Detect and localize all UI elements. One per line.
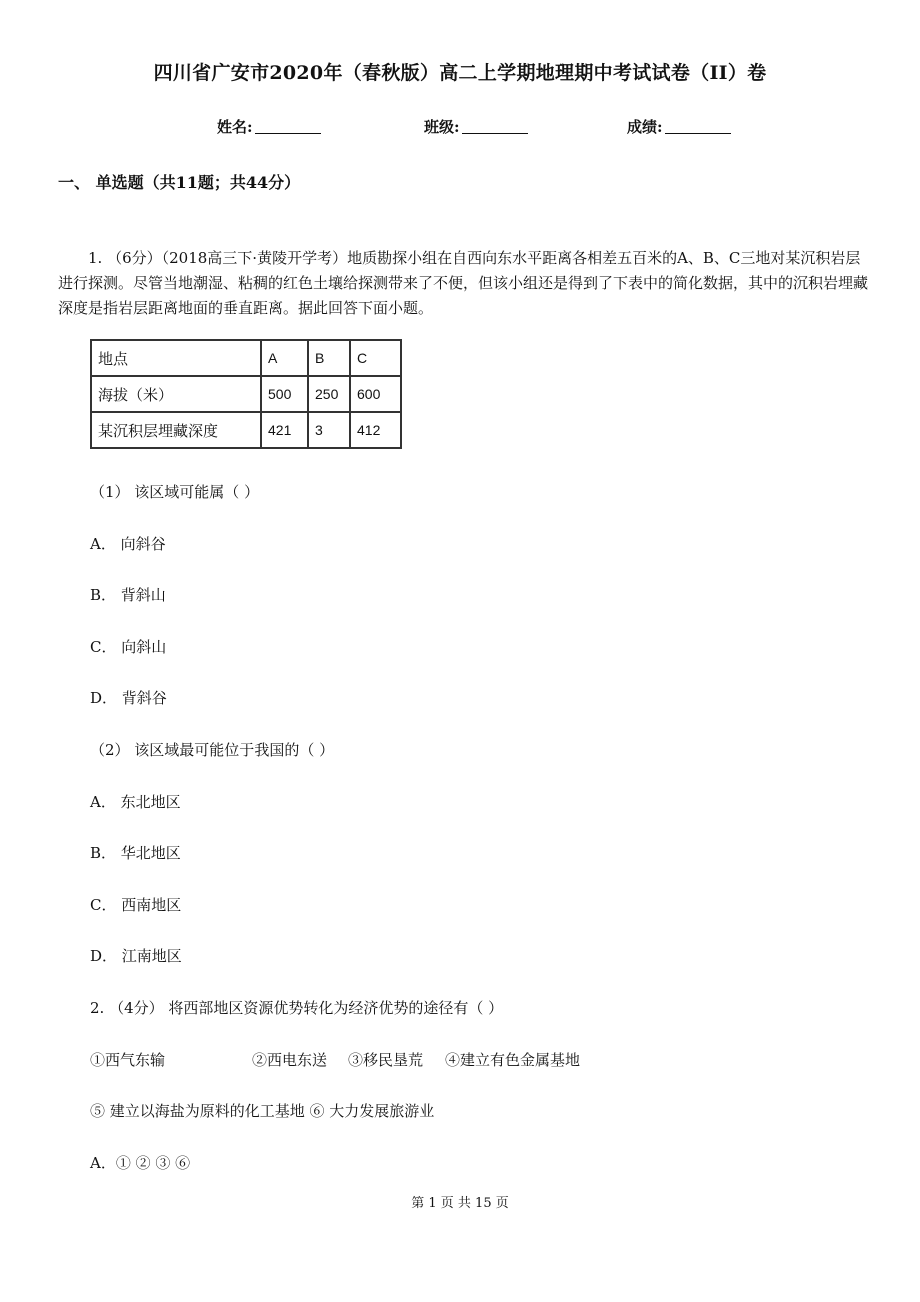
q2-item-4: ④建立有色金属基地 (445, 1051, 581, 1069)
table-cell: 600 (350, 376, 401, 412)
data-table (90, 339, 402, 449)
q2-item-2: ②西电东送 (252, 1051, 328, 1069)
class-label: 班级: (424, 118, 460, 136)
section-heading: 一、 单选题（共11题；共44分） (58, 173, 301, 192)
table-row (91, 412, 401, 448)
table-cell: C (350, 340, 401, 376)
q2-item-1: ①西气东输 (90, 1051, 166, 1069)
score-field (627, 116, 731, 137)
table-cell: B (308, 340, 350, 376)
table-cell: 某沉积层埋藏深度 (91, 412, 261, 448)
table-cell: A (261, 340, 308, 376)
sub2-option-a[interactable]: A． 东北地区 (90, 793, 181, 811)
class-field (424, 116, 528, 137)
page-title: 四川省广安市2020年（春秋版）高二上学期地理期中考试试卷（II）卷 (153, 62, 767, 84)
sub1-option-a[interactable]: A． 向斜谷 (90, 535, 166, 553)
table-row (91, 376, 401, 412)
sub1-option-b[interactable]: B． 背斜山 (90, 586, 166, 604)
question-2-stem: 2. （4分） 将西部地区资源优势转化为经济优势的途径有（ ） (90, 999, 504, 1017)
question-1-text: 1. （6分）（2018高三下·黄陵开学考）地质勘探小组在自西向东水平距离各相差五百米的A、B、C三地对某沉积岩层进行探测。尽管当地潮湿、粘稠的红色土壤给探测带来了不便，但该小组还是得到了下表中的简化数据，其中的沉积岩埋藏深度是指岩层距离地面的垂直距离。据此回答下面小题。 (58, 249, 869, 317)
sub2-option-d[interactable]: D． 江南地区 (90, 947, 182, 965)
table-cell: 250 (308, 376, 350, 412)
name-label: 姓名: (217, 118, 253, 136)
sub2-option-b[interactable]: B． 华北地区 (90, 844, 181, 862)
score-blank[interactable] (665, 133, 731, 134)
class-blank[interactable] (462, 133, 528, 134)
question-1-stem (58, 246, 868, 321)
subquestion-2-stem: （2） 该区域最可能位于我国的（ ） (90, 741, 335, 759)
table-cell: 海拔（米） (91, 376, 261, 412)
page-footer: 第 1 页 共 15 页 (411, 1196, 509, 1211)
table-cell: 地点 (91, 340, 261, 376)
sub1-option-d[interactable]: D． 背斜谷 (90, 689, 167, 707)
table-cell: 3 (308, 412, 350, 448)
name-blank[interactable] (255, 133, 321, 134)
table-cell: 500 (261, 376, 308, 412)
q2-item-3: ③移民垦荒 (348, 1051, 424, 1069)
table-cell: 421 (261, 412, 308, 448)
table-cell: 412 (350, 412, 401, 448)
sub1-option-c[interactable]: C． 向斜山 (90, 638, 167, 656)
table-header-row (91, 340, 401, 376)
q2-option-a[interactable]: A．① ② ③ ⑥ (90, 1154, 191, 1172)
name-field (217, 116, 321, 137)
q2-items-line-2: ⑤ 建立以海盐为原料的化工基地 ⑥ 大力发展旅游业 (90, 1102, 435, 1120)
sub2-option-c[interactable]: C． 西南地区 (90, 896, 182, 914)
subquestion-1-stem: （1） 该区域可能属（ ） (90, 483, 260, 501)
score-label: 成绩: (627, 118, 663, 136)
